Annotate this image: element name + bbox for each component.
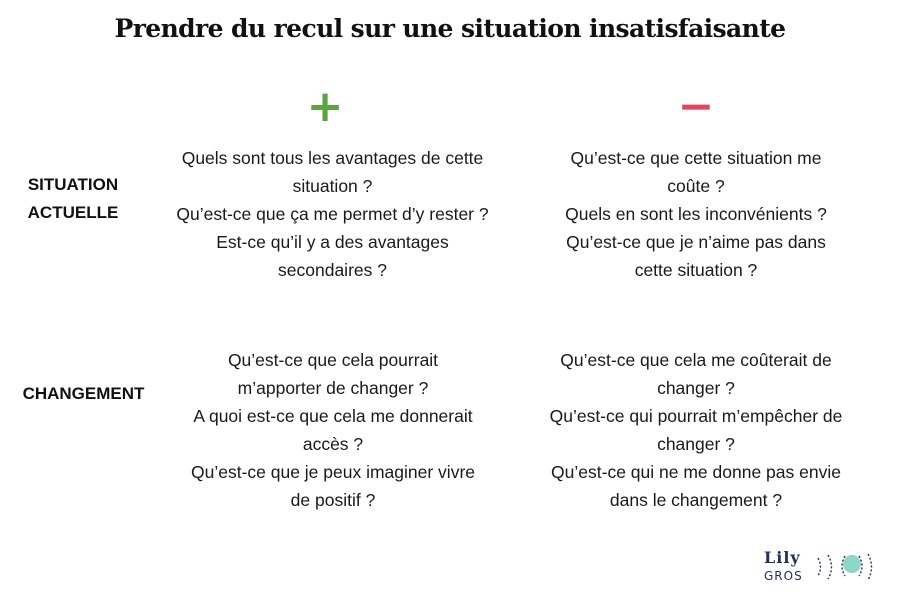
question-line: changer ? bbox=[657, 434, 735, 454]
sound-waves-icon bbox=[812, 550, 878, 584]
cell-situation-minus bbox=[530, 144, 862, 284]
row-label-line: ACTUELLE bbox=[27, 203, 119, 222]
row-label-situation-actuelle bbox=[18, 171, 128, 227]
question-line: Qu’est-ce que je peux imaginer vivre bbox=[190, 462, 476, 482]
question-line: coûte ? bbox=[667, 176, 725, 196]
question-line: de positif ? bbox=[290, 490, 376, 510]
question-line: Est-ce qu’il y a des avantages bbox=[216, 232, 449, 252]
cell-situation-plus bbox=[150, 144, 515, 284]
question-line: Qu’est-ce que je n’aime pas dans bbox=[566, 232, 826, 252]
question-line: Qu’est-ce que cette situation me bbox=[570, 148, 822, 168]
question-line: Quels sont tous les avantages de cette bbox=[181, 148, 484, 168]
question-line: dans le changement ? bbox=[609, 490, 783, 510]
question-line: m’apporter de changer ? bbox=[237, 378, 429, 398]
logo-name: Lily bbox=[764, 548, 801, 567]
row-label-changement: CHANGEMENT bbox=[22, 384, 145, 403]
question-line: Qu’est-ce que cela pourrait bbox=[227, 350, 439, 370]
question-line: secondaires ? bbox=[278, 260, 387, 280]
question-line: changer ? bbox=[657, 378, 735, 398]
question-line: Qu’est-ce qui ne me donne pas envie bbox=[551, 462, 841, 482]
cell-changement-plus bbox=[158, 346, 508, 514]
question-line: Qu’est-ce que ça me permet d’y rester ? bbox=[176, 204, 489, 224]
question-line: Qu’est-ce que cela me coûterait de bbox=[560, 350, 832, 370]
minus-column-header: − bbox=[677, 81, 715, 132]
question-line: A quoi est-ce que cela me donnerait bbox=[193, 406, 473, 426]
question-line: accès ? bbox=[302, 434, 364, 454]
question-line: Quels en sont les inconvénients ? bbox=[565, 204, 827, 224]
cell-changement-minus bbox=[520, 346, 872, 514]
logo-surname: GROS bbox=[764, 569, 803, 583]
question-line: Qu’est-ce qui pourrait m’empêcher de bbox=[549, 406, 843, 426]
question-line: cette situation ? bbox=[634, 260, 758, 280]
plus-column-header: + bbox=[306, 81, 344, 132]
question-line: situation ? bbox=[292, 176, 373, 196]
page-title: Prendre du recul sur une situation insatisfaisante bbox=[114, 14, 786, 43]
row-label-line: SITUATION bbox=[27, 175, 119, 194]
brand-logo bbox=[764, 548, 803, 584]
